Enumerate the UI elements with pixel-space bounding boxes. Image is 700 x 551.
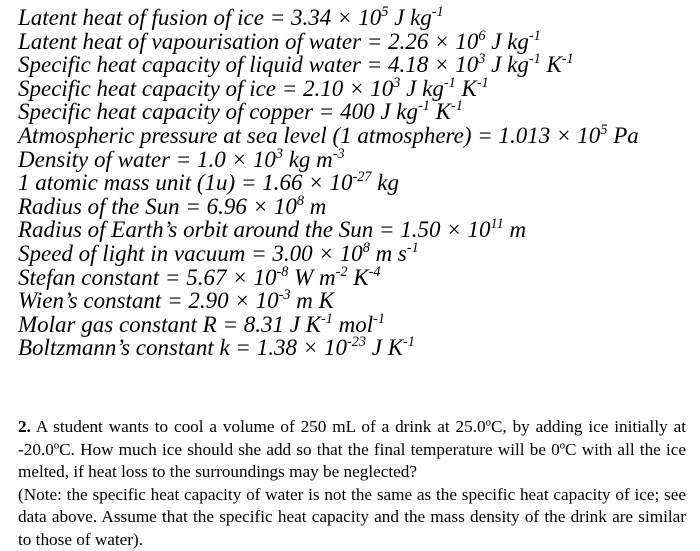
constant-text: K	[456, 76, 477, 101]
constant-text: J kg	[486, 29, 529, 54]
question-note: (Note: the specific heat capacity of water is not the same as the specific heat capacity of ice; see data above. Assume that the specific heat capacity and the mass density of the drink are similar to those of water).	[18, 484, 686, 551]
constant-line-radius-sun	[18, 195, 694, 219]
superscript: 5	[381, 4, 388, 20]
constant-text: 1 atomic mass unit (1u) = 1.66 × 10	[18, 170, 353, 195]
constant-text: Latent heat of fusion of ice = 3.34 × 10	[18, 5, 381, 30]
constant-text: kg m	[283, 147, 333, 172]
superscript: -2	[336, 264, 348, 280]
constant-text: Radius of Earth’s orbit around the Sun = 1.50 × 10	[18, 217, 491, 242]
constant-line-specific-heat-liquid-water	[18, 53, 694, 77]
constant-text: Boltzmann’s constant k = 1.38 × 10	[18, 335, 347, 360]
constant-text: Specific heat capacity of copper = 400 J kg	[18, 99, 418, 124]
constant-text: Density of water = 1.0 × 10	[18, 147, 276, 172]
constant-text: K	[430, 99, 451, 124]
superscript: -1	[407, 240, 419, 256]
superscript: -1	[477, 75, 489, 91]
constant-line-molar-gas-constant	[18, 313, 694, 337]
superscript: 6	[478, 28, 485, 44]
constant-line-speed-light	[18, 242, 694, 266]
constant-text: K	[541, 52, 562, 77]
question-number: 2.	[18, 417, 31, 436]
question-block	[18, 416, 686, 551]
superscript: -1	[529, 28, 541, 44]
constant-text: J kg	[388, 5, 431, 30]
constant-text: J kg	[485, 52, 528, 77]
constant-text: m s	[370, 241, 407, 266]
constant-line-latent-vapourisation-water	[18, 30, 694, 54]
constant-text: Molar gas constant R = 8.31 J K	[18, 312, 321, 337]
superscript: -1	[418, 99, 430, 115]
constant-text: Latent heat of vapourisation of water = 2.26 × 10	[18, 29, 478, 54]
constant-line-boltzmann-constant	[18, 336, 694, 360]
constant-text: m K	[291, 288, 334, 313]
superscript: -1	[444, 75, 456, 91]
constant-text: kg	[372, 170, 399, 195]
question-paragraph	[18, 416, 686, 484]
constant-line-stefan-constant	[18, 266, 694, 290]
constant-text: J K	[366, 335, 403, 360]
superscript: -1	[373, 311, 385, 327]
constant-line-specific-heat-copper	[18, 100, 694, 124]
constant-text: Speed of light in vacuum = 3.00 × 10	[18, 241, 363, 266]
physical-constants-list	[18, 6, 694, 360]
constant-text: Radius of the Sun = 6.96 × 10	[18, 194, 297, 219]
superscript: 8	[297, 193, 304, 209]
constant-text: Stefan constant = 5.67 × 10	[18, 265, 276, 290]
constant-line-latent-fusion-ice	[18, 6, 694, 30]
superscript: -1	[403, 334, 415, 350]
constant-text: Wien’s constant = 2.90 × 10	[18, 288, 279, 313]
constant-text: Specific heat capacity of liquid water = 4.18 × 10	[18, 52, 478, 77]
superscript: 8	[363, 240, 370, 256]
constant-line-radius-earth-orbit	[18, 218, 694, 242]
constant-text: mol	[333, 312, 373, 337]
constant-line-atomic-mass-unit	[18, 171, 694, 195]
superscript: 11	[491, 217, 504, 233]
superscript: 3	[276, 146, 283, 162]
superscript: -1	[432, 4, 444, 20]
constant-text: m	[504, 217, 526, 242]
superscript: -1	[321, 311, 333, 327]
constant-text: Pa	[607, 123, 638, 148]
constant-text: J kg	[400, 76, 443, 101]
constant-line-density-water	[18, 148, 694, 172]
constant-line-wien-constant	[18, 289, 694, 313]
superscript: -4	[369, 264, 381, 280]
constant-line-specific-heat-ice	[18, 77, 694, 101]
superscript: -1	[529, 51, 541, 67]
superscript: 3	[393, 75, 400, 91]
superscript: -1	[451, 99, 463, 115]
superscript: 5	[600, 122, 607, 138]
constant-text: W m	[288, 265, 335, 290]
constant-text: Atmospheric pressure at sea level (1 atmosphere) = 1.013 × 10	[18, 123, 600, 148]
superscript: -8	[276, 264, 288, 280]
constant-text: Specific heat capacity of ice = 2.10 × 10	[18, 76, 393, 101]
superscript: -27	[353, 169, 372, 185]
constant-text: m	[304, 194, 326, 219]
question-text: A student wants to cool a volume of 250 mL of a drink at 25.0ºC, by adding ice initially at -20.0ºC. How much ice should she add so that the final temperature will be 0ºC with all the ice melted, if heat loss to the surroundings may be neglected?	[18, 417, 686, 481]
superscript: -1	[562, 51, 574, 67]
superscript: -3	[279, 287, 291, 303]
superscript: 3	[478, 51, 485, 67]
superscript: -3	[333, 146, 345, 162]
superscript: -23	[347, 334, 366, 350]
constant-text: K	[348, 265, 369, 290]
constant-line-atmospheric-pressure	[18, 124, 694, 148]
